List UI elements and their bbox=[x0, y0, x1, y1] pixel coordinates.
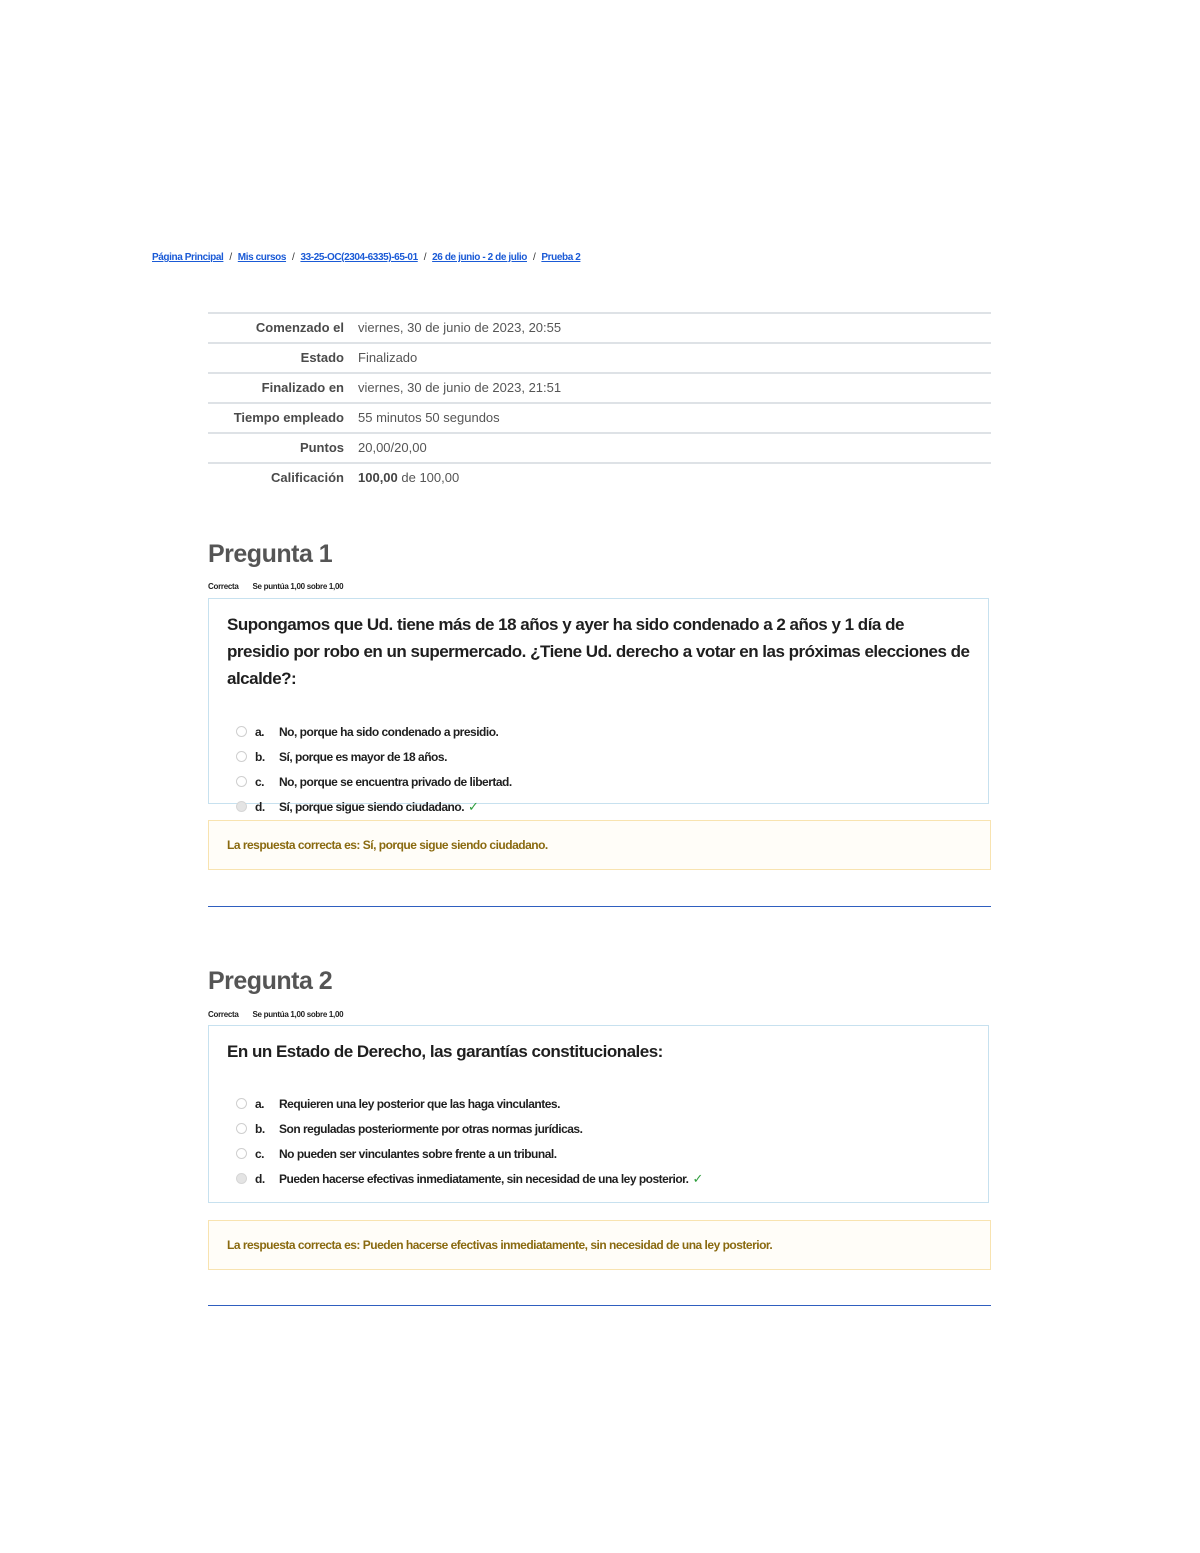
breadcrumb-separator: / bbox=[229, 252, 232, 263]
breadcrumb bbox=[152, 252, 580, 263]
answer-option[interactable] bbox=[227, 719, 970, 744]
radio-button-selected[interactable] bbox=[236, 1173, 247, 1184]
answer-letter: a. bbox=[255, 1096, 265, 1111]
summary-row-finished bbox=[208, 373, 991, 403]
right-answer-feedback: La respuesta correcta es: Sí, porque sigue siendo ciudadano. bbox=[208, 820, 991, 870]
radio-button[interactable] bbox=[236, 1148, 247, 1159]
summary-value: viernes, 30 de junio de 2023, 20:55 bbox=[358, 320, 562, 335]
breadcrumb-quiz[interactable]: Prueba 2 bbox=[541, 252, 581, 263]
breadcrumb-separator: / bbox=[532, 252, 536, 263]
question-status: Correcta bbox=[208, 582, 239, 591]
breadcrumb-course[interactable]: 33-25-OC(2304-6335)-65-01 bbox=[300, 252, 418, 263]
question-content bbox=[208, 598, 989, 814]
answer-option[interactable] bbox=[227, 794, 970, 819]
answer-letter: a. bbox=[255, 724, 265, 739]
answer-letter: c. bbox=[255, 774, 265, 789]
summary-label: Estado bbox=[300, 350, 344, 365]
breadcrumb-week[interactable]: 26 de junio - 2 de julio bbox=[432, 252, 527, 263]
answer-option[interactable] bbox=[227, 1166, 970, 1191]
question-text: En un Estado de Derecho, las garantías constitucionales: bbox=[227, 1042, 663, 1061]
question-info bbox=[208, 582, 343, 591]
grade-value: 100,00 bbox=[358, 470, 398, 485]
answer-option[interactable] bbox=[227, 1091, 970, 1116]
summary-value: 20,00/20,00 bbox=[358, 440, 427, 455]
summary-value: Finalizado bbox=[358, 350, 418, 365]
right-answer-feedback: La respuesta correcta es: Pueden hacerse efectivas inmediatamente, sin necesidad de una ley posterior. bbox=[208, 1220, 991, 1270]
question-title: Pregunta 2 bbox=[208, 967, 333, 995]
summary-row-grade bbox=[208, 463, 991, 492]
summary-row-time-taken bbox=[208, 403, 991, 433]
breadcrumb-home[interactable]: Página Principal bbox=[152, 252, 224, 263]
checkmark-icon: ✓ bbox=[692, 1170, 703, 1186]
answer-list bbox=[227, 719, 970, 819]
question-content bbox=[208, 1025, 989, 1203]
answer-text: No, porque ha sido condenado a presidio. bbox=[279, 724, 499, 739]
summary-label: Puntos bbox=[299, 440, 344, 455]
answer-option[interactable] bbox=[227, 769, 970, 794]
summary-label: Calificación bbox=[271, 470, 344, 485]
breadcrumb-separator: / bbox=[292, 252, 295, 263]
question-info bbox=[208, 1010, 343, 1019]
grade-max: de 100,00 bbox=[397, 470, 460, 485]
breadcrumb-separator: / bbox=[423, 252, 427, 263]
answer-text: No pueden ser vinculantes sobre frente a un tribunal. bbox=[279, 1146, 557, 1161]
answer-text: Sí, porque sigue siendo ciudadano. bbox=[279, 799, 465, 814]
answer-text: Pueden hacerse efectivas inmediatamente, sin necesidad de una ley posterior. bbox=[279, 1171, 689, 1186]
answer-option[interactable] bbox=[227, 1141, 970, 1166]
breadcrumb-my-courses[interactable]: Mis cursos bbox=[237, 252, 287, 263]
answer-option[interactable] bbox=[227, 744, 970, 769]
answer-letter: c. bbox=[255, 1146, 265, 1161]
question-status: Correcta bbox=[208, 1010, 239, 1019]
summary-label: Tiempo empleado bbox=[233, 410, 344, 425]
summary-label: Finalizado en bbox=[261, 380, 344, 395]
summary-row-state bbox=[208, 343, 991, 373]
answer-letter: d. bbox=[255, 1171, 265, 1186]
answer-text: Sí, porque es mayor de 18 años. bbox=[279, 749, 447, 764]
summary-value bbox=[356, 463, 991, 492]
question-score: Se puntúa 1,00 sobre 1,00 bbox=[252, 1010, 344, 1019]
answer-letter: b. bbox=[255, 749, 265, 764]
summary-value: viernes, 30 de junio de 2023, 21:51 bbox=[358, 380, 562, 395]
answer-letter: d. bbox=[255, 799, 265, 814]
summary-row-started bbox=[208, 313, 991, 343]
question-title: Pregunta 1 bbox=[208, 540, 333, 568]
question-score: Se puntúa 1,00 sobre 1,00 bbox=[252, 582, 344, 591]
radio-button[interactable] bbox=[236, 1123, 247, 1134]
question-text: Supongamos que Ud. tiene más de 18 años y ayer ha sido condenado a 2 años y 1 día de presidio por robo en un supermercado. ¿Tiene Ud. derecho a votar en las próximas elecciones de alcalde?: bbox=[227, 615, 970, 688]
question-divider bbox=[208, 1305, 991, 1306]
answer-option[interactable] bbox=[227, 1116, 970, 1141]
summary-label: Comenzado el bbox=[255, 320, 344, 335]
radio-button[interactable] bbox=[236, 751, 247, 762]
answer-text: Requieren una ley posterior que las haga vinculantes. bbox=[279, 1096, 560, 1111]
answer-text: No, porque se encuentra privado de libertad. bbox=[279, 774, 512, 789]
answer-letter: b. bbox=[255, 1121, 265, 1136]
question-divider bbox=[208, 906, 991, 907]
attempt-summary-table bbox=[208, 312, 991, 492]
radio-button[interactable] bbox=[236, 726, 247, 737]
summary-value: 55 minutos 50 segundos bbox=[358, 410, 500, 425]
radio-button-selected[interactable] bbox=[236, 801, 247, 812]
radio-button[interactable] bbox=[236, 1098, 247, 1109]
answer-list bbox=[227, 1091, 970, 1191]
radio-button[interactable] bbox=[236, 776, 247, 787]
answer-text: Son reguladas posteriormente por otras normas jurídicas. bbox=[279, 1121, 583, 1136]
summary-row-marks bbox=[208, 433, 991, 463]
checkmark-icon: ✓ bbox=[468, 798, 479, 814]
